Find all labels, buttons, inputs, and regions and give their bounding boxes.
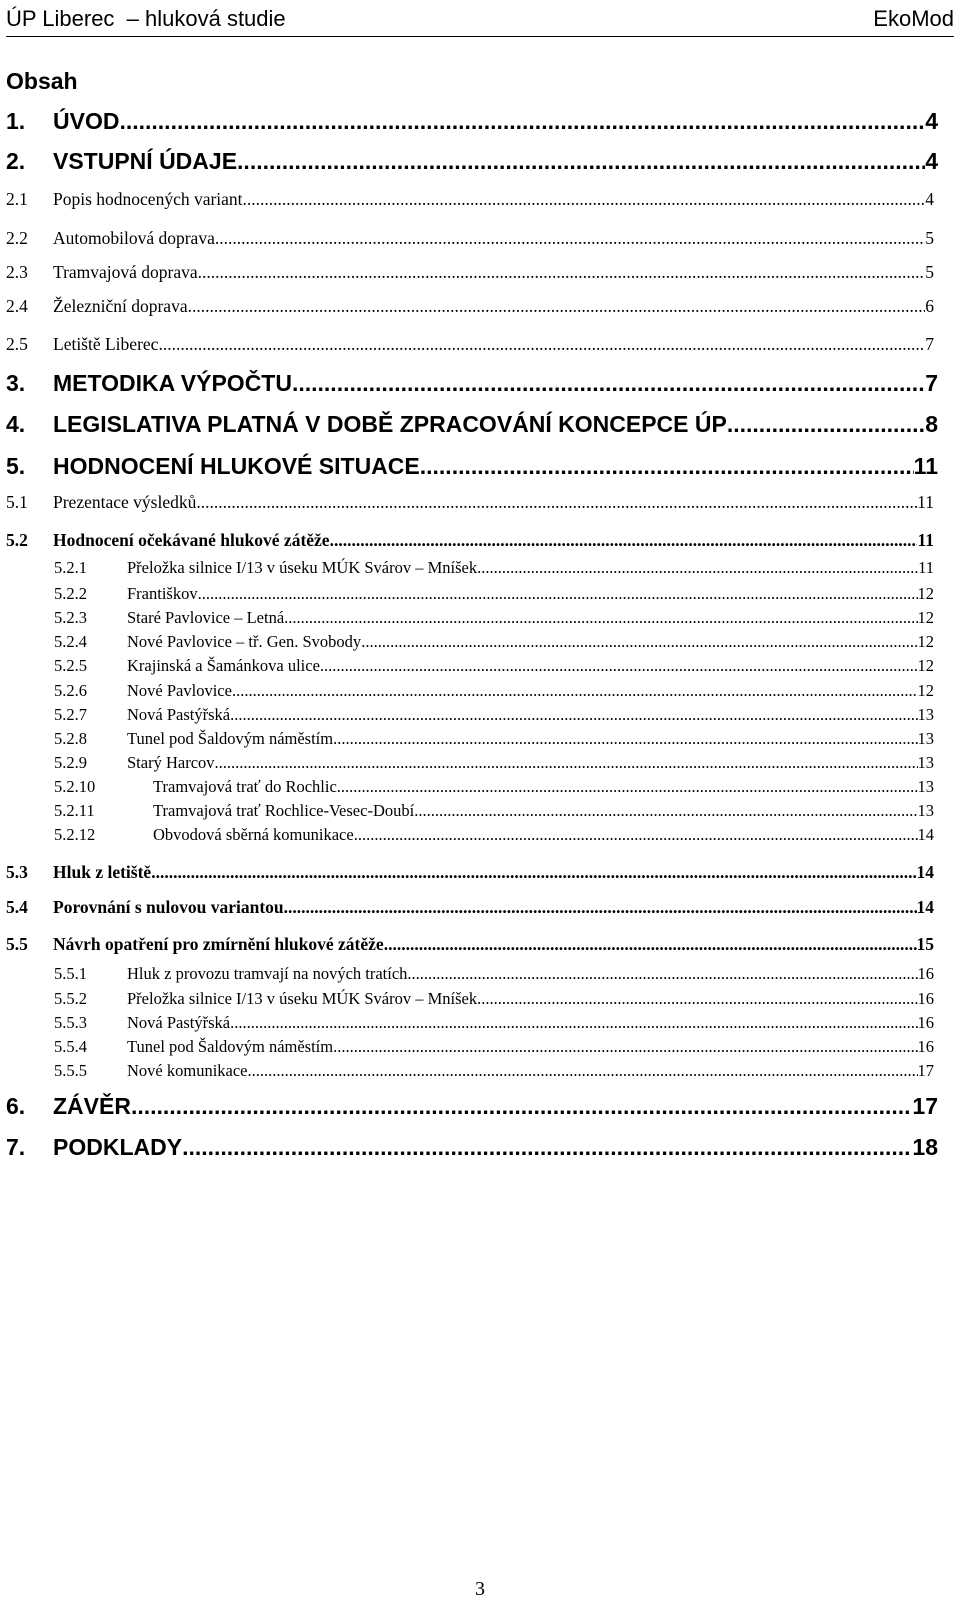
toc-entry-page: 13 bbox=[917, 777, 934, 796]
toc-entry[interactable] bbox=[6, 453, 938, 487]
toc-leader-dots bbox=[248, 1061, 918, 1081]
toc-entry-number: 5.5.4 bbox=[54, 1037, 87, 1056]
toc-entry-title: Prezentace výsledků bbox=[53, 492, 197, 512]
toc-leader-dots bbox=[151, 862, 916, 883]
toc-entry-title: VSTUPNÍ ÚDAJE bbox=[53, 148, 238, 174]
toc-entry-number: 5.2.8 bbox=[54, 729, 87, 748]
toc-entry[interactable] bbox=[54, 1013, 934, 1037]
toc-entry-page: 15 bbox=[916, 934, 934, 954]
toc-entry-page: 14 bbox=[916, 862, 934, 882]
toc-entry[interactable] bbox=[6, 530, 934, 556]
toc-entry-title: HODNOCENÍ HLUKOVÉ SITUACE bbox=[53, 453, 420, 479]
toc-entry[interactable] bbox=[6, 897, 934, 923]
toc-entry[interactable] bbox=[6, 862, 934, 888]
toc-entry-page: 17 bbox=[917, 1061, 934, 1080]
toc-entry-page: 13 bbox=[917, 729, 934, 748]
toc-leader-dots bbox=[232, 681, 918, 701]
toc-leader-dots bbox=[414, 801, 917, 821]
toc-entry[interactable] bbox=[54, 608, 934, 632]
toc-entry[interactable] bbox=[54, 705, 934, 729]
toc-leader-dots bbox=[215, 228, 925, 249]
toc-entry-title: Hodnocení očekávané hlukové zátěže bbox=[53, 530, 330, 550]
toc-entry[interactable] bbox=[6, 228, 934, 254]
toc-entry-page: 16 bbox=[917, 1037, 934, 1056]
toc-leader-dots bbox=[337, 777, 918, 797]
toc-entry-number: 5.2.12 bbox=[54, 825, 96, 844]
toc-leader-dots bbox=[292, 370, 925, 397]
toc-entry-number: 5.5.3 bbox=[54, 1013, 87, 1032]
toc-entry[interactable] bbox=[54, 1037, 934, 1061]
toc-entry-page: 13 bbox=[917, 801, 934, 820]
toc-entry-title: Tunel pod Šaldovým náměstím bbox=[127, 729, 334, 748]
toc-entry-title: Popis hodnocených variant bbox=[53, 189, 243, 209]
toc-entry-page: 16 bbox=[917, 964, 934, 983]
toc-leader-dots bbox=[188, 296, 926, 317]
toc-entry-number: 7. bbox=[6, 1134, 26, 1160]
toc-entry-page: 7 bbox=[925, 370, 938, 396]
toc-entry-page: 17 bbox=[912, 1093, 938, 1119]
toc-leader-dots bbox=[198, 262, 926, 283]
toc-entry-page: 14 bbox=[916, 897, 934, 917]
running-header bbox=[6, 0, 954, 37]
toc-entry[interactable] bbox=[54, 1061, 934, 1085]
toc-entry-title: Františkov bbox=[127, 584, 198, 603]
toc-entry-page: 12 bbox=[917, 608, 934, 627]
toc-entry-number: 3. bbox=[6, 370, 26, 396]
toc-entry-title: Nová Pastýřská bbox=[127, 705, 231, 724]
toc-leader-dots bbox=[215, 753, 918, 773]
toc-entry[interactable] bbox=[6, 334, 934, 360]
toc-entry-number: 5.5.5 bbox=[54, 1061, 87, 1080]
toc-entry-page: 18 bbox=[912, 1134, 938, 1160]
toc-entry[interactable] bbox=[54, 989, 934, 1013]
toc-entry-number: 5.2.10 bbox=[54, 777, 96, 796]
toc-entry-page: 16 bbox=[917, 1013, 934, 1032]
toc-entry[interactable] bbox=[6, 262, 934, 288]
toc-leader-dots bbox=[333, 729, 917, 749]
toc-entry-page: 7 bbox=[925, 334, 934, 354]
toc-leader-dots bbox=[384, 934, 917, 955]
toc-entry-page: 13 bbox=[917, 753, 934, 772]
toc-leader-dots bbox=[131, 1093, 912, 1120]
toc-entry-number: 5.2.4 bbox=[54, 632, 87, 651]
toc-leader-dots bbox=[333, 1037, 917, 1057]
toc-entry-page: 4 bbox=[925, 108, 938, 134]
toc-entry-title: LEGISLATIVA PLATNÁ V DOBĚ ZPRACOVÁNÍ KONCEPCE ÚP bbox=[53, 411, 727, 437]
toc-entry[interactable] bbox=[54, 681, 934, 705]
toc-entry[interactable] bbox=[54, 656, 934, 680]
toc-leader-dots bbox=[477, 989, 917, 1009]
page-number: 3 bbox=[475, 1578, 485, 1600]
toc-leader-dots bbox=[243, 189, 926, 210]
toc-entry-page: 12 bbox=[917, 632, 934, 651]
toc-entry[interactable] bbox=[54, 558, 934, 582]
toc-entry[interactable] bbox=[6, 370, 938, 404]
toc-entry-page: 4 bbox=[925, 148, 938, 174]
toc-entry[interactable] bbox=[54, 825, 934, 849]
toc-entry[interactable] bbox=[54, 964, 934, 988]
toc-entry-title: Návrh opatření pro zmírnění hlukové zátěže bbox=[53, 934, 384, 954]
toc-leader-dots bbox=[407, 964, 917, 984]
toc-entry-page: 5 bbox=[925, 262, 934, 282]
toc-entry-title: Krajinská a Šamánkova ulice bbox=[127, 656, 320, 675]
toc-leader-dots bbox=[284, 897, 917, 918]
toc-entry[interactable] bbox=[6, 411, 938, 445]
toc-entry-title: Železniční doprava bbox=[53, 296, 188, 316]
toc-entry-title: Hluk z letiště bbox=[53, 862, 152, 882]
toc-entry-number: 5.2.1 bbox=[54, 558, 87, 577]
toc-entry-page: 13 bbox=[917, 705, 934, 724]
toc-entry-number: 5.2.5 bbox=[54, 656, 87, 675]
toc-leader-dots bbox=[727, 411, 925, 438]
toc-entry-title: ZÁVĚR bbox=[53, 1093, 131, 1119]
toc-entry-number: 2.1 bbox=[6, 189, 28, 209]
toc-leader-dots bbox=[354, 825, 918, 845]
toc-entry-title: ÚVOD bbox=[53, 108, 120, 134]
toc-entry-number: 5.2.11 bbox=[54, 801, 95, 820]
toc-leader-dots bbox=[284, 608, 917, 628]
toc-entry-page: 5 bbox=[925, 228, 934, 248]
toc-leader-dots bbox=[158, 334, 925, 355]
toc-entry-number: 5. bbox=[6, 453, 26, 479]
toc-entry-number: 5.1 bbox=[6, 492, 28, 512]
toc-entry-title: Staré Pavlovice – Letná bbox=[127, 608, 285, 627]
toc-entry-number: 5.2.7 bbox=[54, 705, 87, 724]
toc-entry-title: Starý Harcov bbox=[127, 753, 215, 772]
toc-leader-dots bbox=[196, 492, 917, 513]
toc-entry-title: Přeložka silnice I/13 v úseku MÚK Svárov – Mníšek bbox=[127, 989, 478, 1008]
toc-entry-number: 5.5.1 bbox=[54, 964, 87, 983]
toc-entry-number: 2.2 bbox=[6, 228, 28, 248]
toc-entry[interactable] bbox=[6, 492, 934, 518]
toc-entry-number: 5.2.3 bbox=[54, 608, 87, 627]
toc-leader-dots bbox=[119, 108, 925, 135]
toc-leader-dots bbox=[230, 1013, 917, 1033]
toc-entry[interactable] bbox=[6, 1134, 938, 1168]
toc-entry-title: Přeložka silnice I/13 v úseku MÚK Svárov – Mníšek bbox=[127, 558, 478, 577]
toc-entry-number: 5.2.9 bbox=[54, 753, 87, 772]
toc-entry-page: 16 bbox=[917, 989, 934, 1008]
toc-entry-page: 12 bbox=[917, 584, 934, 603]
toc-leader-dots bbox=[330, 530, 918, 551]
toc-entry-number: 5.3 bbox=[6, 862, 28, 882]
toc-entry[interactable] bbox=[54, 801, 934, 825]
toc-entry-page: 11 bbox=[918, 558, 934, 577]
toc-entry-title: Nové komunikace bbox=[127, 1061, 248, 1080]
toc-entry-page: 4 bbox=[925, 189, 934, 209]
toc-entry-title: Letiště Liberec bbox=[53, 334, 159, 354]
toc-entry-title: Tramvajová doprava bbox=[53, 262, 198, 282]
toc-entry-number: 5.4 bbox=[6, 897, 28, 917]
toc-entry-number: 2. bbox=[6, 148, 26, 174]
toc-leader-dots bbox=[361, 632, 917, 652]
toc-entry-number: 6. bbox=[6, 1093, 26, 1119]
toc-leader-dots bbox=[237, 148, 925, 175]
toc-entry[interactable] bbox=[6, 189, 934, 215]
toc-entry-number: 4. bbox=[6, 411, 26, 437]
toc-entry-title: Tramvajová trať do Rochlic bbox=[153, 777, 337, 796]
toc-entry[interactable] bbox=[6, 934, 934, 960]
toc-entry[interactable] bbox=[6, 1093, 938, 1127]
toc-entry-number: 5.2 bbox=[6, 530, 28, 550]
toc-entry-title: Automobilová doprava bbox=[53, 228, 215, 248]
toc-entry[interactable] bbox=[54, 729, 934, 753]
toc-entry-number: 5.2.6 bbox=[54, 681, 87, 700]
toc-entry[interactable] bbox=[54, 632, 934, 656]
toc-leader-dots bbox=[182, 1134, 912, 1161]
toc-entry-page: 8 bbox=[925, 411, 938, 437]
toc-heading: Obsah bbox=[6, 68, 78, 94]
header-company: EkoMod bbox=[873, 6, 954, 31]
toc-entry-number: 2.5 bbox=[6, 334, 28, 354]
toc-entry-page: 14 bbox=[917, 825, 934, 844]
toc-leader-dots bbox=[477, 558, 918, 578]
toc-leader-dots bbox=[320, 656, 918, 676]
toc-entry-number: 2.4 bbox=[6, 296, 28, 316]
toc-entry[interactable] bbox=[6, 108, 938, 142]
toc-entry-number: 1. bbox=[6, 108, 26, 134]
toc-leader-dots bbox=[198, 584, 918, 604]
toc-entry-title: Nové Pavlovice – tř. Gen. Svobody bbox=[127, 632, 362, 651]
toc-entry-page: 11 bbox=[913, 453, 938, 479]
toc-entry[interactable] bbox=[6, 148, 938, 182]
toc-entry-number: 5.5 bbox=[6, 934, 28, 954]
toc-entry-page: 11 bbox=[917, 530, 934, 550]
toc-entry-title: Nová Pastýřská bbox=[127, 1013, 231, 1032]
toc-entry-title: Nové Pavlovice bbox=[127, 681, 232, 700]
toc-entry-number: 5.2.2 bbox=[54, 584, 87, 603]
toc-entry-page: 6 bbox=[925, 296, 934, 316]
toc-entry-number: 2.3 bbox=[6, 262, 28, 282]
toc-entry[interactable] bbox=[6, 296, 934, 322]
toc-entry-title: Obvodová sběrná komunikace bbox=[153, 825, 354, 844]
toc-entry-page: 11 bbox=[917, 492, 934, 512]
header-title: ÚP Liberec – hluková studie bbox=[6, 6, 286, 31]
toc-entry-title: Tunel pod Šaldovým náměstím bbox=[127, 1037, 334, 1056]
toc-entry-title: PODKLADY bbox=[53, 1134, 183, 1160]
toc-entry-title: Hluk z provozu tramvají na nových tratích bbox=[127, 964, 408, 983]
toc-entry-title: Porovnání s nulovou variantou bbox=[53, 897, 284, 917]
toc-entry[interactable] bbox=[54, 584, 934, 608]
toc-leader-dots bbox=[230, 705, 917, 725]
toc-entry-page: 12 bbox=[917, 681, 934, 700]
toc-entry-number: 5.5.2 bbox=[54, 989, 87, 1008]
toc-entry[interactable] bbox=[54, 777, 934, 801]
toc-entry-title: Tramvajová trať Rochlice-Vesec-Doubí bbox=[153, 801, 415, 820]
toc-leader-dots bbox=[420, 453, 914, 480]
toc-entry-title: METODIKA VÝPOČTU bbox=[53, 370, 292, 396]
toc-entry-page: 12 bbox=[917, 656, 934, 675]
toc-entry[interactable] bbox=[54, 753, 934, 777]
